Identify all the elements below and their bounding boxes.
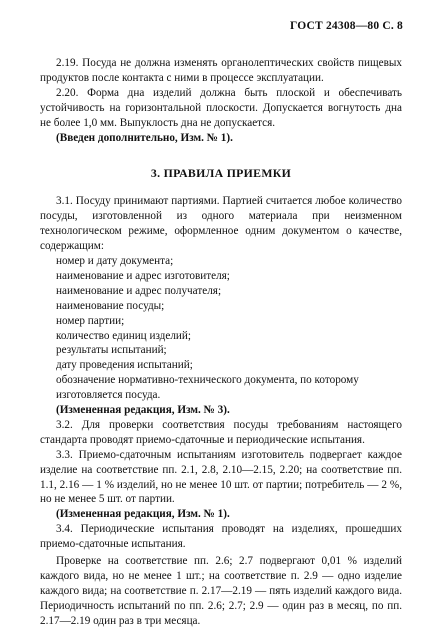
list-item: количество единиц изделий; [56, 329, 191, 342]
list-item: номер партии; [56, 314, 125, 327]
paragraph-2-19: 2.19. Посуда не должна изменять органолептических свойств пищевых продуктов после контакта с ними в процессе эксплуатации. [40, 57, 402, 84]
amendment-note-1: (Введен дополнительно, Изм. № 1). [56, 131, 233, 144]
list-item: обозначение нормативно-технического документа, по которому изготовляется посуда. [56, 374, 359, 402]
paragraph-2-20: 2.20. Форма дна изделий должна быть плоской и обеспечивать устойчивость на горизонтальной плоскости. Допускается вогнутость дна не более 1,0 мм. Выпуклость дна не допускается. [40, 86, 402, 129]
section-title: 3. ПРАВИЛА ПРИЕМКИ [150, 166, 292, 181]
paragraph-3-1: 3.1. Посуду принимают партиями. Партией считается любое количество посуды, изготовленной из одного материала при неизменном технологическом режиме, оформленное одним документом о качестве, содержащим: [40, 195, 402, 253]
list-item: наименование и адрес изготовителя; [56, 269, 230, 282]
list-item: наименование посуды; [56, 299, 165, 312]
page-header: ГОСТ 24308—80 С. 8 [290, 20, 403, 32]
amendment-note-1b: (Измененная редакция, Изм. № 1). [56, 508, 230, 521]
paragraph-3-4-details: Проверке на соответствие пп. 2.6; 2.7 подвергают 0,01 % изделий каждого вида, но не менее 1 шт.; на соответствие п. 2.9 — одно изделие каждого вида; на соответствие п. 2.17—2.19 — пять изделий каждого вида. Периодичность испытаний по пп. 2.6; 2.7; 2.9 — один раз в месяц, по пп. 2.17—2.19 один раз в три месяца. [40, 555, 402, 627]
paragraph-3-3: 3.3. Приемо-сдаточным испытаниям изготовитель подвергает каждое изделие на соответствие пп. 2.1, 2.8, 2.10—2.15, 2.20; на соответствие пп. 1.1, 2.16 — 1 % изделий, но не менее 10 шт. от партии; потребитель — 2 %, но не менее 5 шт. от партии. [40, 448, 402, 506]
paragraph-3-2: 3.2. Для проверки соответствия посуды требованиям настоящего стандарта проводят приемо-сдаточные и периодические испытания. [40, 418, 402, 446]
amendment-note-3: (Измененная редакция, Изм. № 3). [56, 404, 230, 417]
list-item: результаты испытаний; [56, 344, 167, 357]
list-item: номер и дату документа; [56, 254, 174, 267]
document-contents-list [40, 254, 402, 403]
list-item: наименование и адрес получателя; [56, 284, 222, 297]
document-body [40, 56, 402, 629]
list-item: дату проведения испытаний; [56, 359, 193, 372]
paragraph-3-4: 3.4. Периодические испытания проводят на изделиях, прошедших приемо-сдаточные испытания. [40, 523, 402, 551]
